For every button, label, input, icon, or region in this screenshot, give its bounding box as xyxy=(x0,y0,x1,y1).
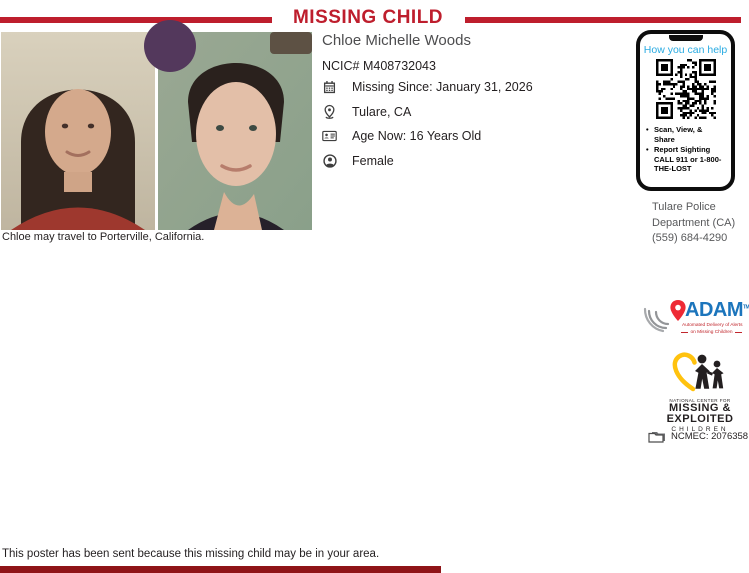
trademark-symbol: TM xyxy=(743,304,749,311)
header-rule-right xyxy=(465,17,741,23)
child-name: Chloe Michelle Woods xyxy=(322,32,471,49)
tagline-rule-right xyxy=(735,332,742,333)
photo-strip xyxy=(1,32,312,230)
missing-since-label: Missing Since: January 31, 2026 xyxy=(352,80,533,94)
sex-label: Female xyxy=(352,153,394,168)
child-photo-secondary xyxy=(158,32,312,230)
detail-row-sex xyxy=(322,153,533,169)
page-title: MISSING CHILD xyxy=(292,7,444,28)
detail-row-missing-since xyxy=(322,79,533,95)
ncmec-logo xyxy=(660,350,740,433)
agency-line-1: Tulare Police xyxy=(652,201,716,213)
ncmec-line-children: CHILDREN xyxy=(671,426,729,433)
detail-row-location xyxy=(322,104,533,120)
detail-row-age xyxy=(322,128,533,144)
ncmec-line-national-center: NATIONAL CENTER FOR xyxy=(669,398,731,403)
agency-line-2: Department (CA) xyxy=(652,216,736,229)
adam-tagline-line1: Automated Delivery of Alerts xyxy=(682,323,743,328)
bullet-dot: • xyxy=(646,125,649,134)
agency-phone: (559) 684-4290 xyxy=(652,232,728,244)
location-pin-icon xyxy=(322,104,337,120)
folder-icon xyxy=(648,430,666,443)
selfie-photo-placeholder xyxy=(158,32,312,230)
bullet-scan-share: • Scan, View, & Share xyxy=(646,125,703,144)
calendar-icon xyxy=(322,79,337,95)
ncmec-line-missing: MISSING & xyxy=(669,402,731,414)
bullet-report-sighting: • Report Sighting CALL 911 or 1-800-THE-LOST xyxy=(646,145,722,173)
person-icon xyxy=(322,153,337,169)
phone-mockup xyxy=(636,30,735,191)
portrait-photo-placeholder xyxy=(1,32,155,230)
ncmec-heart-figures-icon xyxy=(668,350,732,392)
qr-code xyxy=(656,59,716,119)
footer-rule xyxy=(0,566,441,573)
age-now-label: Age Now: 16 Years Old xyxy=(352,129,482,143)
how-you-can-help-heading: How you can help xyxy=(643,44,728,56)
ncic-number: NCIC# M408732043 xyxy=(322,59,436,73)
travel-note: Chloe may travel to Porterville, California. xyxy=(2,231,205,243)
poster-footnote: This poster has been sent because this missing child may be in your area. xyxy=(2,548,380,560)
location-label: Tulare, CA xyxy=(352,104,412,119)
phone-notch xyxy=(669,35,703,41)
id-card-icon xyxy=(322,128,337,144)
tagline-rule-left xyxy=(681,332,688,333)
agency-contact xyxy=(652,200,735,247)
adam-wordmark: ADAM™ xyxy=(685,299,749,321)
adam-logo xyxy=(644,298,749,343)
ncmec-case-number: NCMEC: 2076358 xyxy=(671,431,749,442)
child-photo-primary xyxy=(1,32,155,230)
help-bullet-list xyxy=(646,125,727,174)
adam-tagline-line2: on Missing Children xyxy=(682,330,741,335)
case-number-row xyxy=(648,430,748,443)
header-rule-left xyxy=(0,17,272,23)
detail-rows xyxy=(322,79,533,169)
bullet-dot: • xyxy=(646,145,649,154)
ncmec-line-exploited: EXPLOITED xyxy=(666,413,734,425)
